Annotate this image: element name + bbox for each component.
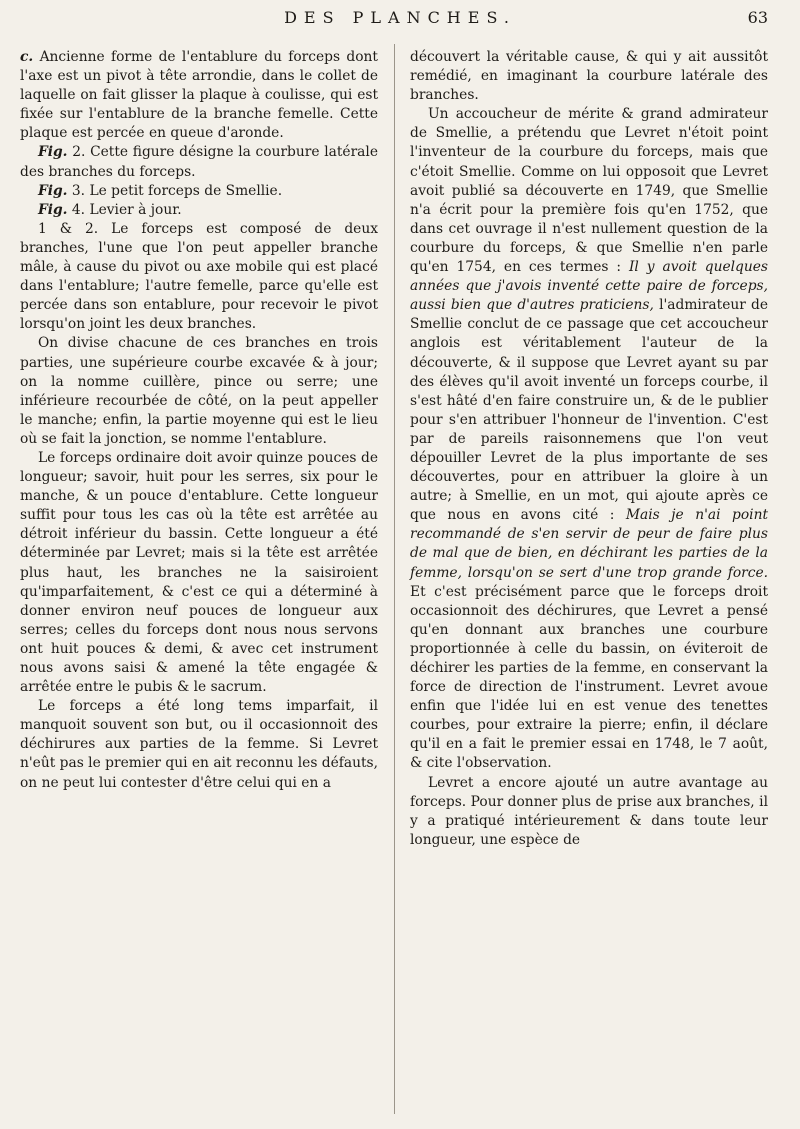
paragraph-continuation: découvert la véritable cause, & qui y ait aussitôt remédié, en imaginant la courbure latérale des branches. (410, 49, 768, 104)
paragraph-forceps-history: Le forceps a été long tems imparfait, il manquoit souvent son but, ou il occasionnoit des déchirures aux parties de la femme. Si Levret n'eût pas le premier qui en ait reconnu les défauts, on ne peut lui contester d'être celui qui en a (20, 698, 379, 791)
column-divider (394, 44, 395, 1114)
paragraph-text: Et c'est précisément parce que le forceps droit occasionnoit des déchirures, que Levret a pensé qu'en donnant aux branches une courbure proportionnée à celle du bassin, on éviteroit de déchirer les parties de la femme, en conservant la force de direction de l'instrument. Levret avoue enfin que l'idée lui en est venue des tenettes courbes, pour extraire la pierre; enfin, il déclare qu'il en a fait le premier essai en 1748, le 7 août, & cite l'observation. (410, 583, 768, 772)
figure-label: Fig. (38, 144, 68, 161)
paragraph-text: Ancienne forme de l'entablure du forceps dont l'axe est un pivot à tête arrondie, dans le collet de laquelle on fait glisser la plaque à coulisse, qui est fixée sur l'entablure de la branche femelle. Cette plaque est percée en queue d'aronde. (20, 49, 378, 142)
figure-label: c. (20, 49, 34, 65)
paragraph-fig4 (20, 201, 378, 220)
smellie-quote: Il y avoit quelques années que j'avois inventé cette paire de forceps, aussi bien que d'autres praticiens, (410, 259, 768, 314)
right-column (410, 48, 768, 850)
paragraph-smellie (410, 105, 768, 773)
paragraph-text: Un accoucheur de mérite & grand admirateur de Smellie, a prétendu que Levret n'étoit point l'inventeur de la courbure du forceps, mais que c'étoit Smellie. Comme on lui opposoit que Levret avoit publié sa découverte en 1749, que Smellie n'a écrit pour la première fois qu'en 1752, que dans cet ouvrage il n'est nullement question de la courbure du forceps, & que Smellie n'en parle qu'en 1754, en ces termes : (410, 106, 768, 276)
paragraph-text: 2. Cette figure désigne la courbure latérale des branches du forceps. (20, 144, 378, 180)
paragraph-forceps-length: Le forceps ordinaire doit avoir quinze pouces de longueur; savoir, huit pour les serres, six pour le manche, & un pouce d'entablure. Cette longueur suffit pour tous les cas où la tête est arrêtée au détroit inférieur du bassin. Cette longueur a été déterminée par Levret; mais si la tête est arrêtée plus haut, les branches ne la saisiroient qu'imparfaitement, & c'est ce qui a déterminé à donner environ neuf pouces de longueur aux serres; celles du forceps dont nous nous servons ont huit pouces & demi, & avec cet instrument nous avons saisi & amené la tête engagée & arrêtée entre le pubis & le sacrum. (20, 449, 378, 696)
smellie-quote: Mais je n'ai point recommandé de s'en servir de peur de faire plus de mal que de bien, en déchirant les parties de la femme, lorsqu'on se sert d'une trop grande force. (410, 507, 769, 581)
paragraph-text: 3. Le petit forceps de Smellie. (71, 182, 283, 199)
page-header (0, 8, 800, 38)
paragraph-c (20, 48, 378, 143)
paragraph-fig2 (20, 143, 378, 181)
paragraph-fig3 (20, 182, 378, 201)
left-column (20, 48, 378, 793)
running-title: DES PLANCHES. (284, 8, 516, 27)
paragraph-forceps-branches: 1 & 2. Le forceps est composé de deux branches, l'une que l'on peut appeller branche mâle, à cause du pivot ou axe mobile qui est placé dans l'entablure; l'autre femelle, parce qu'elle est percée dans son entablure, pour recevoir le pivot lorsqu'on joint les deux branches. (20, 220, 378, 333)
figure-label: Fig. (38, 201, 68, 218)
figure-label: Fig. (38, 182, 68, 199)
paragraph-branch-parts: On divise chacune de ces branches en trois parties, une supérieure courbe excavée & à jour; on la nomme cuillère, pince ou serre; une inférieure recourbée de côté, on la peut appeller le manche; enfin, la partie moyenne qui est le lieu où se fait la jonction, se nomme l'entablure. (20, 335, 378, 447)
paragraph-text: l'admirateur de Smellie conclut de ce passage que cet accoucheur anglois est véritablement l'auteur de la découverte, & il suppose que Levret ayant su par des élèves qu'il avoit inventé un forceps courbe, il s'est hâté d'en faire construire un, & de le publier pour s'en attribuer l'honneur de l'invention. C'est par de pareils raisonnemens que l'on veut dépouiller Levret de la plus importante de ses découvertes, pour en attribuer la gloire à un autre; à Smellie, en un mot, qui ajoute après ce que nous en avons cité : (410, 297, 769, 524)
page-number: 63 (747, 8, 768, 27)
paragraph-advantage: Levret a encore ajouté un autre avantage au forceps. Pour donner plus de prise aux branches, il y a pratiqué intérieurement & dans toute leur longueur, une espèce de (410, 774, 768, 848)
paragraph-text: 4. Levier à jour. (71, 201, 182, 218)
